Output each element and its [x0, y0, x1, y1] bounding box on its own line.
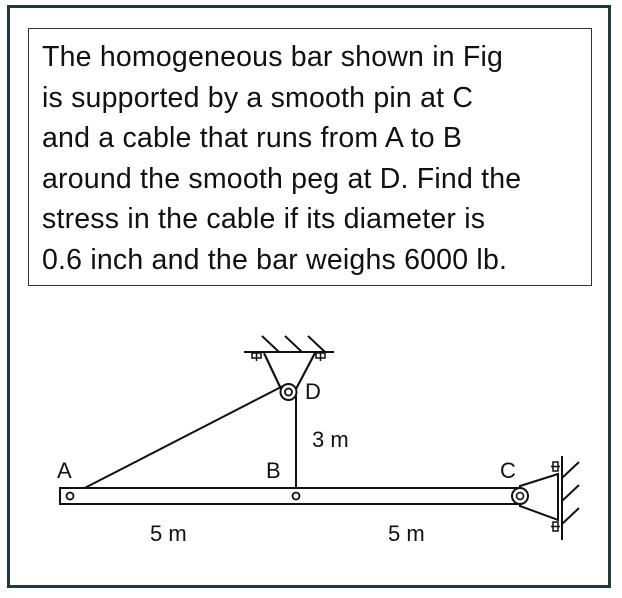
dimension-left-span: 5 m	[150, 521, 187, 546]
dimension-vertical: 3 m	[312, 427, 349, 452]
pin-b	[293, 493, 300, 500]
label-a: A	[57, 458, 72, 483]
label-b: B	[266, 458, 281, 483]
problem-line: stress in the cable if its diameter is	[42, 203, 486, 235]
pin-a	[67, 493, 74, 500]
pin-support-c	[512, 474, 558, 520]
dimension-right-span: 5 m	[388, 521, 425, 546]
ceiling-support	[244, 336, 334, 352]
wall-support	[562, 456, 579, 540]
cable-a-to-d	[71, 386, 283, 495]
label-d: D	[305, 379, 321, 404]
label-c: C	[500, 458, 516, 483]
problem-line: The homogeneous bar shown in Fig	[42, 41, 504, 73]
problem-line: 0.6 inch and the bar weighs 6000 lb.	[42, 243, 508, 276]
problem-line: around the smooth peg at D. Find the	[42, 162, 522, 195]
peg-d-inner	[285, 389, 292, 396]
problem-line: and a cable that runs from A to B	[42, 122, 463, 154]
problem-line: is supported by a smooth pin at C	[42, 81, 474, 114]
